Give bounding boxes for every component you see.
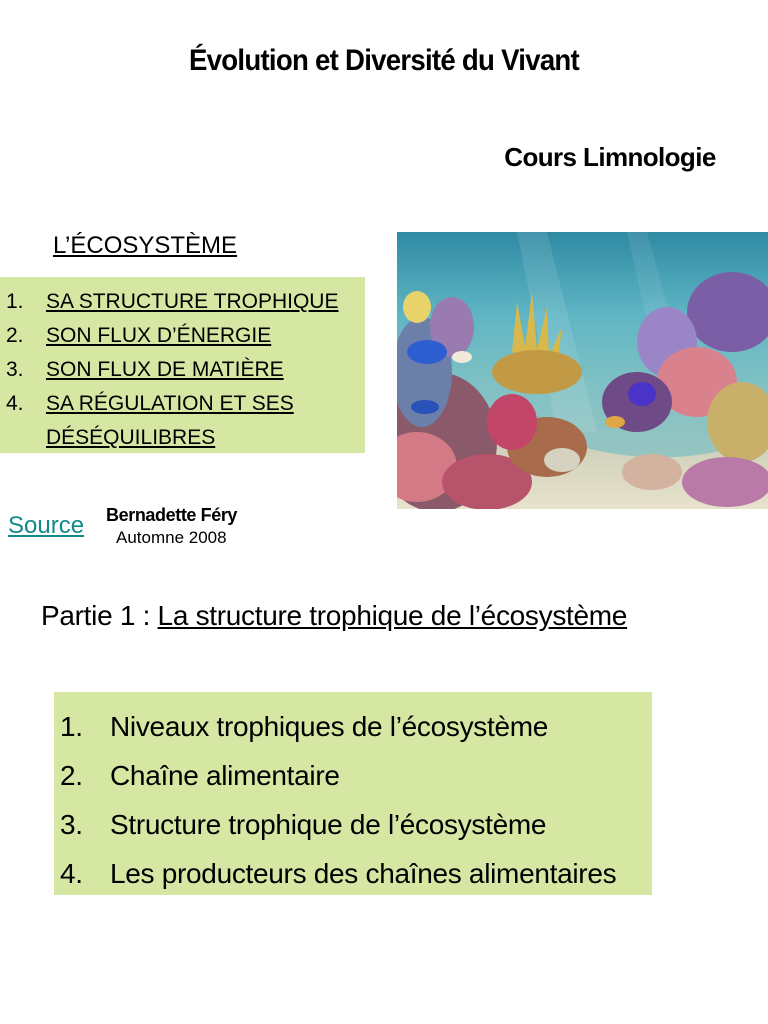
topic-number: 4. bbox=[6, 392, 24, 415]
contents-box bbox=[54, 692, 652, 895]
topics-list bbox=[0, 277, 365, 455]
contents-list bbox=[54, 692, 652, 898]
topic-number: 2. bbox=[6, 324, 24, 347]
contents-item bbox=[54, 751, 652, 800]
contents-label: Les producteurs des chaînes alimentaires bbox=[110, 858, 617, 889]
part-prefix: Partie 1 : bbox=[41, 600, 158, 631]
topic-item[interactable] bbox=[0, 353, 365, 387]
source-link[interactable]: Source bbox=[8, 512, 85, 539]
topic-number: 3. bbox=[6, 358, 24, 381]
course-title: Cours Limnologie bbox=[504, 142, 716, 172]
contents-item bbox=[54, 849, 652, 898]
topic-link[interactable]: SA RÉGULATION ET SES DÉSÉQUILIBRES bbox=[46, 392, 294, 449]
contents-label: Structure trophique de l’écosystème bbox=[110, 809, 547, 840]
topic-link[interactable]: SA STRUCTURE TROPHIQUE bbox=[46, 290, 339, 313]
topic-link[interactable]: SON FLUX DE MATIÈRE bbox=[46, 358, 284, 381]
topics-box bbox=[0, 277, 365, 453]
contents-number: 1. bbox=[60, 711, 83, 742]
topic-number: 1. bbox=[6, 290, 24, 313]
contents-number: 2. bbox=[60, 760, 83, 791]
page-title: Évolution et Diversité du Vivant bbox=[188, 44, 580, 77]
topic-link[interactable]: SON FLUX D’ÉNERGIE bbox=[46, 324, 272, 347]
topic-item[interactable] bbox=[0, 285, 365, 319]
author-name: Bernadette Féry bbox=[106, 505, 238, 525]
part-title: La structure trophique de l’écosystème bbox=[157, 600, 628, 631]
contents-item bbox=[54, 702, 652, 751]
topic-item[interactable] bbox=[0, 319, 365, 353]
ecosystem-heading: L’ÉCOSYSTÈME bbox=[53, 232, 238, 259]
topic-item[interactable] bbox=[0, 387, 346, 455]
contents-number: 3. bbox=[60, 809, 83, 840]
contents-label: Chaîne alimentaire bbox=[110, 760, 340, 791]
contents-number: 4. bbox=[60, 858, 83, 889]
contents-item bbox=[54, 800, 652, 849]
contents-label: Niveaux trophiques de l’écosystème bbox=[110, 711, 549, 742]
coral-reef-illustration bbox=[397, 232, 768, 509]
coral-reef-image bbox=[397, 232, 768, 509]
author-date: Automne 2008 bbox=[116, 528, 227, 547]
part-heading bbox=[41, 600, 627, 632]
